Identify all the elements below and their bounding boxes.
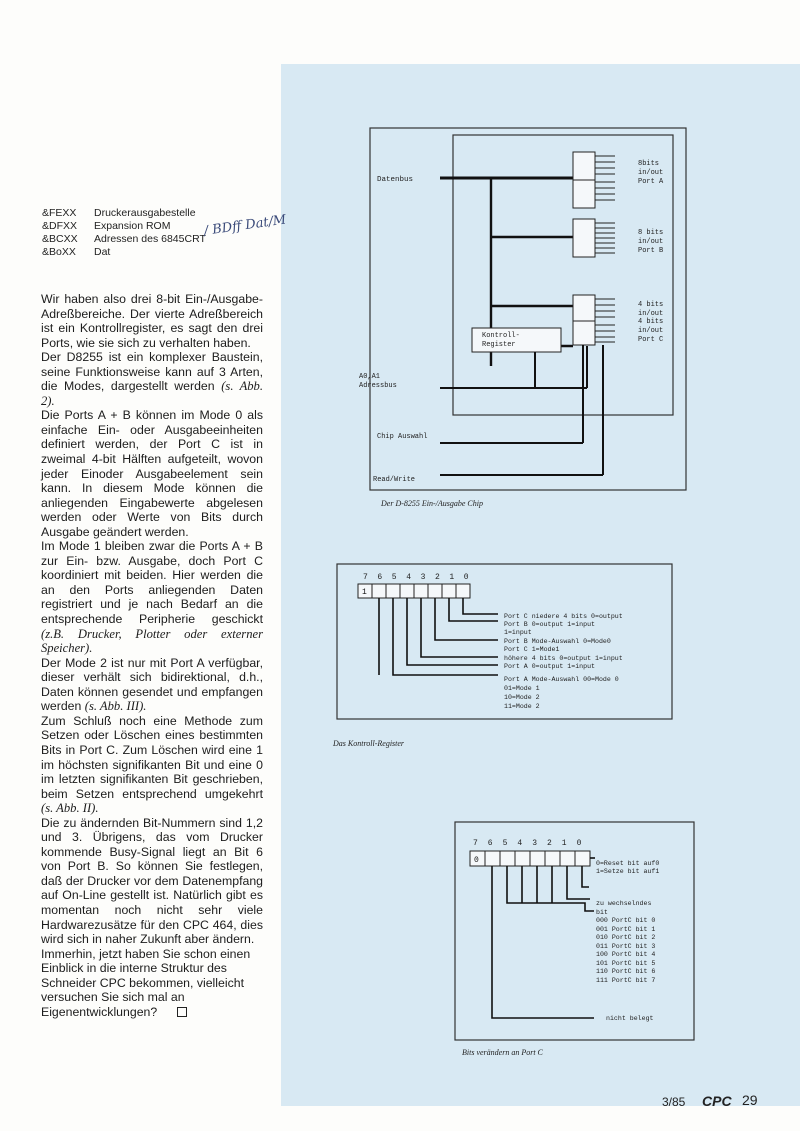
register-desc: höhere 4 bits 0=output 1=input [504,655,623,662]
register-desc: Port C 1=Mode1 [504,646,560,653]
register-desc: Port C niedere 4 bits 0=output [504,613,623,620]
page-number: 29 [742,1092,758,1108]
figure-reference: (z.B. Drucker, Plotter oder externer Speicher). [41,626,263,656]
register-desc: Port A Mode-Auswahl 00=Mode 0 [504,676,619,683]
read-write-label: Read/Write [373,476,416,484]
paragraph [41,539,263,655]
paragraph-text: Zum Schluß noch eine Methode zum Setzen oder Löschen eines bestimmten Bits in Port C. Zum Löschen wird eine 1 im höchsten signifikanten Bit und eine 0 im letzten signifikanten Bit geschrieben, beim Setzen entsprechend umgekehrt [41,713,263,801]
bit-option: 101 PortC bit 5 [596,960,656,967]
datenbus-label: Datenbus [377,176,414,184]
register-desc: Port B Mode-Auswahl 0=Mode0 [504,638,611,645]
paragraph [41,656,263,714]
port-c-label: 4 bits [638,318,664,326]
adressbus-label: Adressbus [359,382,397,390]
end-of-article-icon [177,1007,187,1017]
magazine-name: CPC [702,1093,732,1109]
address-row [42,233,206,246]
paragraph-text: Die zu ändernden Bit-Nummern sind 1,2 und 3. Übrigens, das vom Drucker kommende Busy-Signal liegt an Bit 6 von Port B. So können Sie festlegen, daß der Drucker vor dem Datenempfang auf On-Line gestellt ist. Natürlich gibt es momentan noch nicht sehr viele Hardwarezusätze für den CPC 464, dies wird sich in naher Zukunft aber ändern. [41,815,263,947]
bit-option: 111 PortC bit 7 [596,977,656,984]
register-desc: Port B 0=output 1=input [504,621,596,628]
address-code: &DFXX [42,220,78,232]
register-desc: Port A 0=output 1=input [504,663,596,670]
port-a-label: 8bits [638,160,660,168]
address-code: &BCXX [42,233,78,245]
article-body [41,292,263,1019]
bit-option: 011 PortC bit 3 [596,943,656,950]
figure-caption: Bits verändern an Port C [462,1048,543,1057]
paragraph [41,408,263,539]
reset-desc: 1=Setze bit auf1 [596,868,660,875]
address-row [42,246,206,259]
port-a-label: Port A [638,178,664,186]
handwritten-note: / BDff Dat/M [202,212,288,239]
register-desc: 10=Mode 2 [504,694,540,701]
port-b-label: in/out [638,238,664,246]
bit-option: 010 PortC bit 2 [596,934,656,941]
adressbus-label: A0,A1 [359,373,381,381]
port-b-label: Port B [638,247,664,255]
bit-numbers: 7 6 5 4 3 2 1 0 [363,573,472,582]
address-desc: Adressen des 6845CRT [94,233,206,245]
port-a-label: in/out [638,169,664,177]
register-desc: 1=input [504,629,532,636]
address-desc: Druckerausgabestelle [94,207,196,219]
port-c-label: in/out [638,327,664,335]
bit-option: 110 PortC bit 6 [596,968,656,975]
kontroll-label: Register [482,341,516,349]
port-c-label: Port C [638,336,664,344]
address-code: &FEXX [42,207,77,219]
figure-reference: (s. Abb. III). [84,699,147,714]
address-code: &BoXX [42,246,76,258]
figure-caption: Der D-8255 Ein-/Ausgabe Chip [381,499,483,508]
control-register-diagram [336,563,674,723]
figure-caption: Das Kontroll-Register [333,739,405,748]
bit-set-diagram [454,821,696,1043]
paragraph-text: Der D8255 ist ein komplexer Baustein, seine Funktionsweise kann auf 3 Arten, die Modes, dargestellt werden [41,350,263,394]
issue-number: 3/85 [662,1095,686,1109]
register-desc: 11=Mode 2 [504,703,540,710]
bit-option: 100 PortC bit 4 [596,951,656,958]
figure-reference: (s. Abb. 2). [41,379,263,408]
address-table [42,207,206,259]
chip-select-label: Chip Auswahl [377,433,428,441]
bit-numbers: 7 6 5 4 3 2 1 0 [473,839,585,848]
paragraph-text: Im Mode 1 bleiben zwar die Ports A + B zur Ein- bzw. Ausgabe, doch Port C koordiniert mit beiden. Hier werden die an den Ports anliegenden Daten registriert und je nach Bedarf an die entsprechende Peripherie geschickt [41,539,263,627]
address-row [42,220,206,233]
bit-cell-value: 1 [362,588,367,597]
register-desc: 01=Mode 1 [504,685,540,692]
paragraph-text: Immerhin, jetzt haben Sie schon einen Einblick in die interne Struktur des Schneider CPC bekommen, vielleicht versuchen Sie sich mal an Eigenentwicklungen? [41,946,251,1019]
paragraph [41,947,263,1020]
unused-label: nicht belegt [606,1015,654,1022]
paragraph [41,816,263,947]
paragraph [41,292,263,350]
address-row [42,207,206,220]
bit-option: 001 PortC bit 1 [596,926,656,933]
kontroll-label: Kontroll- [482,332,520,340]
paragraph [41,714,263,816]
port-c-label: 4 bits [638,301,664,309]
bit-option: 000 PortC bit 0 [596,917,656,924]
reset-desc: 0=Reset bit auf0 [596,860,660,867]
paragraph [41,350,263,408]
chip-diagram [355,125,690,493]
address-desc: Expansion ROM [94,220,171,232]
paragraph-text: Wir haben also drei 8-bit Ein-/Ausgabe-Adreßbereiche. Der vierte Adreßbereich ist ein Kontrollregister, es sagt den drei Ports, wie sie sich zu verhalten haben. [41,292,263,350]
select-header: zu wechselndes [596,900,652,907]
paragraph-text: Der Mode 2 ist nur mit Port A verfügbar, dieser verhält sich bidirektional, d.h., Daten können gesendet und empfangen werden [41,655,263,714]
port-c-label: in/out [638,310,664,318]
paragraph-text: Die Ports A + B können im Mode 0 als einfache Ein- oder Ausgabeeinheiten definiert werden, der Port C ist in zweimal 4-bit Hälften aufgeteilt, wovon jeder Einoder Ausgabeelement sein kann. In diesem Mode können die anliegenden Eingabewerte abgelesen werden oder Werte von Bits durch Ausgabe geändert werden. [41,408,263,539]
figure-reference: (s. Abb. II). [41,801,99,816]
port-b-label: 8 bits [638,229,664,237]
address-desc: Dat [94,246,111,258]
bit-cell-value: 0 [474,856,479,865]
select-header: bit [596,909,608,916]
